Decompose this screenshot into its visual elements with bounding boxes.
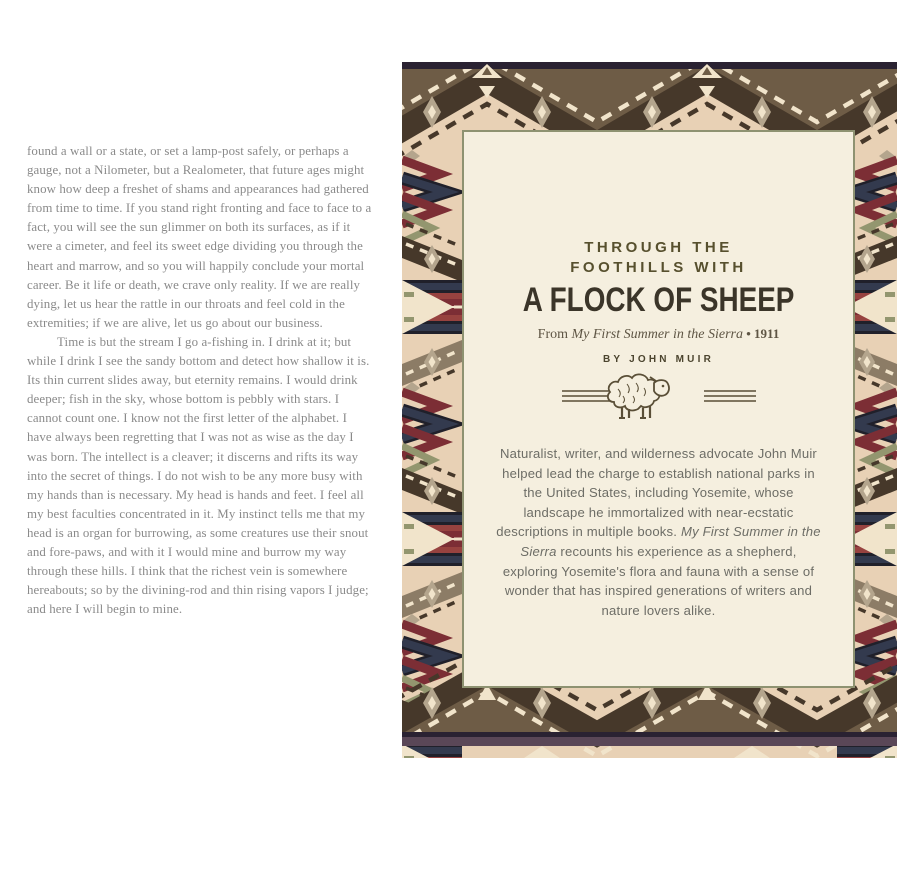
cover-kicker xyxy=(464,238,853,278)
divider-lines-left xyxy=(562,391,614,401)
cover-byline: BY JOHN MUIR xyxy=(602,354,714,365)
left-page-text xyxy=(27,142,372,619)
description-part2: recounts his experience as a shepherd, exploring Yosemite's flora and fauna with a sense of wonder that has inspired generations of writers and nature lovers alike. xyxy=(502,543,815,618)
divider-lines-right xyxy=(704,391,756,401)
cover-title: A FLOCK OF SHEEP xyxy=(522,281,795,319)
cover-kicker-line-1: THROUGH THE xyxy=(584,239,733,256)
book-cover-page xyxy=(402,62,897,758)
source-year: • 1911 xyxy=(742,326,780,341)
cover-source-line xyxy=(464,326,853,343)
sheep-figure xyxy=(607,374,668,418)
description-part1: Naturalist, writer, and wilderness advocate John Muir helped lead the charge to establish national parks in the United States, including Yosemite, whose landscape he immortalized with near-ecstatic descriptions in multiple books. xyxy=(496,446,817,540)
cover-description xyxy=(492,444,826,620)
source-title: My First Summer in the Sierra xyxy=(571,327,743,342)
source-prefix: From xyxy=(537,327,572,342)
body-paragraph: Time is but the stream I go a-fishing in. I drink at it; but while I drink I see the sandy bottom and detect how shallow it is. Its thin current slides away, but eternity remains. I would drink deeper; fish in the sky, whose bottom is pebbly with stars. I cannot count one. I know not the first letter of the alphabet. I have always been regretting that I was not as wise as the day I was born. The intellect is a cleaver; it discerns and rifts its way into the secret of things. I do not wish to be any more busy with my hands than is necessary. My head is hands and feet. I feel all my best faculties concentrated in it. My instinct tells me that my head is an organ for burrowing, as some creatures use their snout and fore-paws, and with it I would mine and burrow my way through these hills. I think that the richest vein is somewhere hereabouts; so by the divining-rod and thin rising vapors I judge; and here I will begin to mine. xyxy=(27,334,370,617)
cover-inner-panel xyxy=(462,130,855,688)
body-paragraph: found a wall or a state, or set a lamp-post safely, or perhaps a gauge, not a Nilometer, but a Realometer, that future ages might know how deep a freshet of shams and appearances had gathered from time to time. If you stand right fronting and face to face to a fact, you will see the sun glimmer on both its surfaces, as if it were a cimeter, and feel its sweet edge dividing you through the heart and marrow, and so you will happily conclude your mortal career. Be it life or death, we crave only reality. If we are really dying, let us hear the rattle in our throats and feel cold in the extremities; if we are alive, let us go about our business. xyxy=(27,144,372,330)
cover-kicker-line-2: FOOTHILLS WITH xyxy=(570,259,747,276)
description-title-italic: My First Summer in the Sierra xyxy=(520,524,821,559)
sheep-emblem xyxy=(464,369,853,428)
sheep-icon xyxy=(544,369,774,423)
